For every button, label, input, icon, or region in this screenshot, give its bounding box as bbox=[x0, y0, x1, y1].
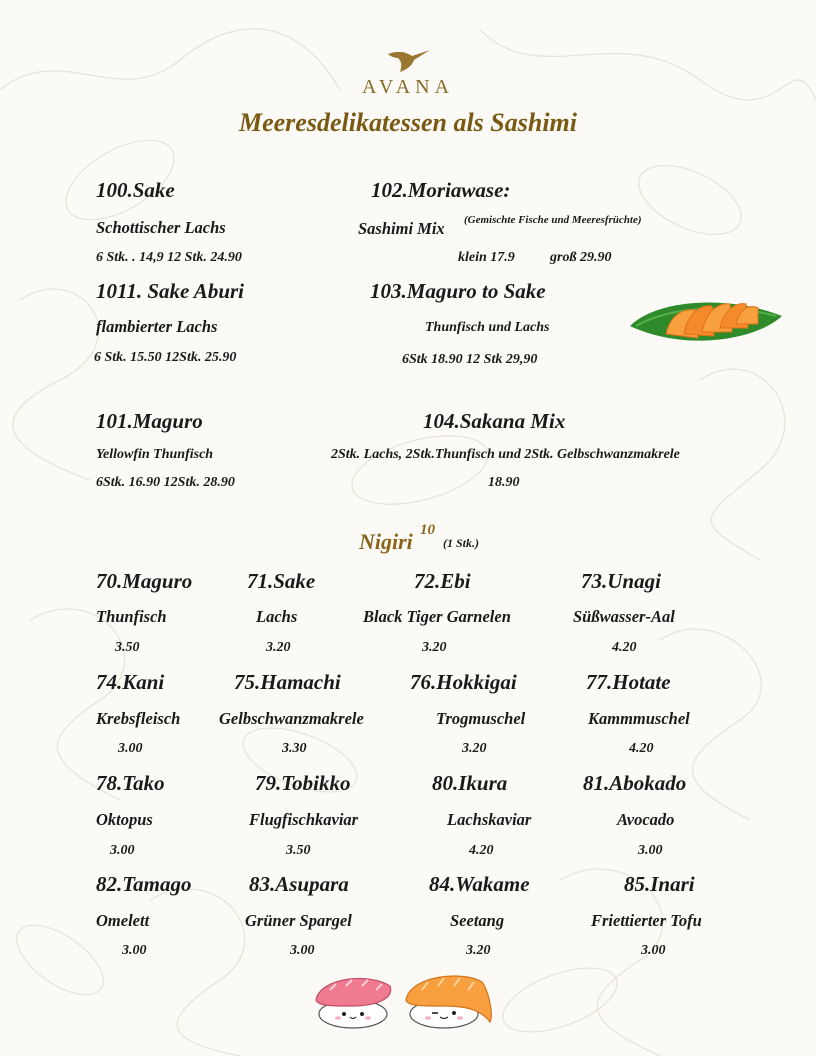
nigiri-name: 79.Tobikko bbox=[255, 771, 351, 795]
sashimi-1011-name: 1011. Sake Aburi bbox=[96, 279, 245, 303]
sashimi-103-name: 103.Maguro to Sake bbox=[370, 279, 546, 303]
nigiri-price: 3.00 bbox=[110, 843, 135, 858]
sashimi-103-desc: Thunfisch und Lachs bbox=[425, 320, 550, 335]
hummingbird-logo-icon bbox=[384, 44, 434, 74]
sashimi-102-price-small: klein 17.9 bbox=[458, 250, 515, 265]
sashimi-100-name: 100.Sake bbox=[96, 178, 175, 202]
salmon-nigiri-mascot-icon bbox=[402, 968, 496, 1030]
nigiri-name: 71.Sake bbox=[247, 569, 316, 593]
nigiri-price: 3.00 bbox=[122, 943, 147, 958]
nigiri-desc: Oktopus bbox=[96, 810, 153, 829]
sashimi-102-name: 102.Moriawase: bbox=[371, 178, 511, 202]
sashimi-101-desc: Yellowfin Thunfisch bbox=[96, 447, 214, 462]
nigiri-price: 3.20 bbox=[462, 741, 487, 756]
nigiri-name: 76.Hokkigai bbox=[410, 670, 517, 694]
sashimi-102-desc: Sashimi Mix bbox=[358, 219, 445, 238]
sashimi-102-price-large: groß 29.90 bbox=[550, 250, 612, 265]
nigiri-desc: Kammmuschel bbox=[588, 709, 690, 728]
brand-name: AVANA bbox=[361, 76, 455, 98]
nigiri-name: 80.Ikura bbox=[432, 771, 508, 795]
nigiri-price: 3.30 bbox=[282, 741, 307, 756]
sashimi-103-price: 6Stk 18.90 12 Stk 29,90 bbox=[402, 352, 538, 367]
sashimi-101-price: 6Stk. 16.90 12Stk. 28.90 bbox=[96, 475, 235, 490]
nigiri-price: 3.20 bbox=[466, 943, 491, 958]
nigiri-price: 3.50 bbox=[286, 843, 311, 858]
sashimi-100-desc: Schottischer Lachs bbox=[96, 218, 226, 237]
nigiri-price: 3.00 bbox=[290, 943, 315, 958]
nigiri-desc: Black Tiger Garnelen bbox=[363, 607, 511, 626]
nigiri-name: 81.Abokado bbox=[583, 771, 687, 795]
sashimi-104-name: 104.Sakana Mix bbox=[423, 409, 566, 433]
nigiri-price: 4.20 bbox=[612, 640, 637, 655]
nigiri-desc: Thunfisch bbox=[96, 607, 167, 626]
nigiri-count-superscript: 10 bbox=[420, 522, 435, 538]
nigiri-price: 4.20 bbox=[629, 741, 654, 756]
sashimi-1011-desc: flambierter Lachs bbox=[96, 317, 218, 336]
nigiri-name: 72.Ebi bbox=[414, 569, 471, 593]
nigiri-name: 75.Hamachi bbox=[234, 670, 341, 694]
nigiri-desc: Lachs bbox=[256, 607, 298, 626]
nigiri-name: 74.Kani bbox=[96, 670, 165, 694]
nigiri-name: 82.Tamago bbox=[96, 872, 192, 896]
sashimi-104-price: 18.90 bbox=[488, 475, 520, 490]
salmon-sashimi-icon bbox=[626, 286, 786, 356]
nigiri-price: 3.50 bbox=[115, 640, 140, 655]
nigiri-heading: Nigiri bbox=[359, 529, 413, 554]
nigiri-desc: Grüner Spargel bbox=[245, 911, 352, 930]
nigiri-price: 3.00 bbox=[641, 943, 666, 958]
pink-nigiri-mascot-icon bbox=[308, 970, 398, 1030]
nigiri-name: 83.Asupara bbox=[249, 872, 349, 896]
sashimi-101-name: 101.Maguro bbox=[96, 409, 203, 433]
page-title: Meeresdelikatessen als Sashimi bbox=[238, 108, 577, 137]
nigiri-desc: Omelett bbox=[96, 911, 150, 930]
nigiri-desc: Flugfischkaviar bbox=[249, 810, 359, 829]
nigiri-desc: Seetang bbox=[450, 911, 505, 930]
nigiri-price: 3.20 bbox=[266, 640, 291, 655]
sashimi-102-note: (Gemischte Fische und Meeresfrüchte) bbox=[464, 214, 642, 226]
nigiri-name: 70.Maguro bbox=[96, 569, 193, 593]
nigiri-desc: Lachskaviar bbox=[447, 810, 532, 829]
nigiri-name: 84.Wakame bbox=[429, 872, 530, 896]
nigiri-price: 4.20 bbox=[469, 843, 494, 858]
nigiri-name: 73.Unagi bbox=[581, 569, 661, 593]
sashimi-1011-price: 6 Stk. 15.50 12Stk. 25.90 bbox=[94, 350, 237, 365]
nigiri-desc: Friettierter Tofu bbox=[591, 911, 702, 930]
nigiri-price: 3.00 bbox=[638, 843, 663, 858]
nigiri-desc: Gelbschwanzmakrele bbox=[219, 709, 364, 728]
sashimi-104-desc: 2Stk. Lachs, 2Stk.Thunfisch und 2Stk. Gelbschwanzmakrele bbox=[331, 447, 680, 462]
sashimi-100-price: 6 Stk. . 14,9 12 Stk. 24.90 bbox=[96, 250, 242, 265]
nigiri-price: 3.20 bbox=[422, 640, 447, 655]
nigiri-name: 85.Inari bbox=[624, 872, 695, 896]
nigiri-desc: Süßwasser-Aal bbox=[573, 607, 675, 626]
nigiri-quantity: (1 Stk.) bbox=[443, 536, 479, 550]
nigiri-name: 77.Hotate bbox=[586, 670, 671, 694]
nigiri-desc: Krebsfleisch bbox=[96, 709, 181, 728]
nigiri-desc: Avocado bbox=[617, 810, 675, 829]
nigiri-name: 78.Tako bbox=[96, 771, 165, 795]
nigiri-desc: Trogmuschel bbox=[436, 709, 526, 728]
nigiri-price: 3.00 bbox=[118, 741, 143, 756]
